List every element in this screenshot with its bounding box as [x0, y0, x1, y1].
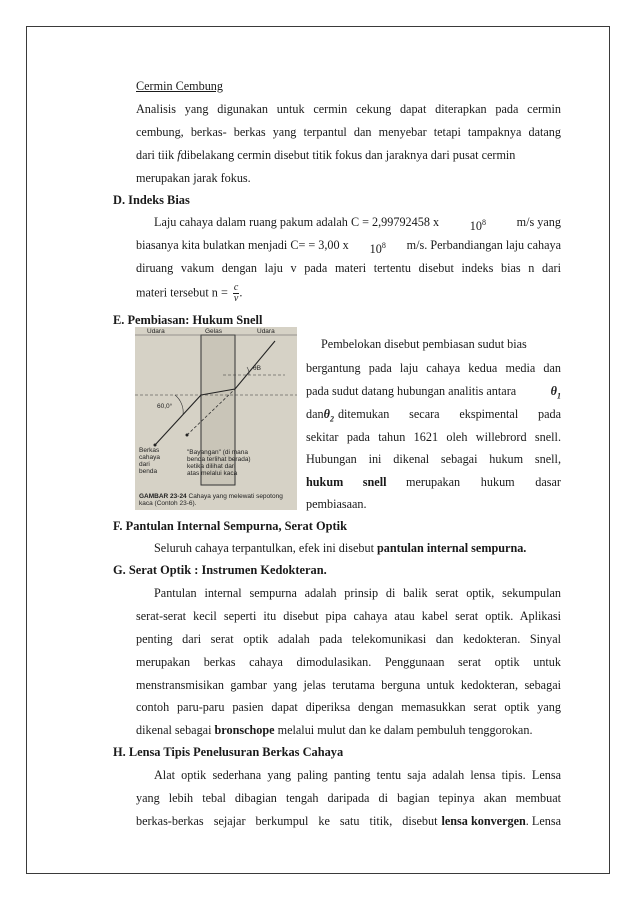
bayangan-label-1: "Bayangan" (di mana [187, 449, 248, 456]
figure-caption-number: GAMBAR 23-24 [139, 493, 187, 500]
theta-2-sub: 2 [329, 414, 334, 424]
section-g-bold: bronschope [214, 723, 275, 737]
section-e-line-7 [306, 475, 561, 490]
theta-1-sub: 1 [557, 391, 561, 401]
intro-line-3-prefix: dari tiik [136, 148, 175, 162]
section-h-line-1: Alat optik sederhana yang paling panting tentu saja adalah lensa tipis. Lensa [154, 768, 561, 782]
section-e-line-3-text: pada sudut datang hubungan analitis antara [306, 384, 517, 398]
section-g-line-1: Pantulan internal sempurna adalah prinsip di balik serat optik, sekumpulan [154, 586, 561, 600]
figure-caption-text: Cahaya yang melewati sepotong kaca (Contoh 23-6). [139, 493, 283, 507]
section-f-bold: pantulan internal sempurna. [377, 541, 527, 555]
power-base: 10 [369, 242, 382, 257]
berkas-label-1: Berkas [139, 447, 160, 454]
theta-label: θB [253, 365, 261, 372]
section-e-line-6: Hubungan ini dikenal sebagai hukum snell, [306, 452, 561, 466]
section-d-line-1a: Laju cahaya dalam ruang pakum adalah C = 2,99792458 x [154, 215, 440, 229]
power-exponent: 8 [481, 218, 486, 227]
label-udara-left: Udara [147, 328, 165, 335]
bayangan-label-3: ketika dilihat dari [187, 463, 236, 470]
section-g-line-6: contoh paru-paru pasien dapat diperiksa dengan memasukkan serat optik yang [136, 700, 561, 714]
section-e-line-1 [321, 337, 561, 352]
figure-caption [139, 493, 295, 507]
section-e-heading: E. Pembiasan: Hukum Snell [113, 313, 263, 327]
theta-1: θ [550, 384, 557, 398]
bold-snell: snell [362, 475, 387, 489]
intro-line-1: Analisis yang digunakan untuk cermin cekung dapat diterapkan pada cermin [136, 102, 561, 116]
section-h-line-3a: berkas-berkas sejajar berkumpul ke satu titik, disebut [136, 814, 438, 828]
section-h-line-3 [136, 814, 561, 829]
cermin-cembung-title: Cermin Cembung [136, 79, 223, 93]
section-g-line-7a: dikenal sebagai [136, 723, 212, 737]
section-f-line-1a: Seluruh cahaya terpantulkan, efek ini disebut [154, 541, 374, 555]
section-d-line-2a: biasanya kita bulatkan menjadi C= = 3,00 x [136, 238, 349, 252]
section-d-line-2 [136, 238, 561, 257]
section-d-line-4b: . [239, 285, 243, 300]
section-d-line-2b: m/s. Perbandiangan laju cahaya [406, 238, 561, 252]
theta-1-symbol [551, 384, 561, 403]
section-h-line-3b: . Lensa [525, 814, 561, 828]
bold-hukum: hukum [306, 475, 344, 489]
berkas-label-3: dari [139, 461, 150, 468]
section-d-line-3: diruang vakum dengan laju v pada materi tertentu disebut indeks bias n dari [136, 261, 561, 275]
refraction-figure [135, 327, 297, 510]
section-h-bold: lensa konvergen [441, 814, 526, 828]
section-g-line-7 [136, 723, 533, 738]
section-e-line-1-text: Pembelokan disebut pembiasan sudut bias [321, 337, 527, 351]
fraction-denominator: v [233, 293, 239, 304]
section-d-power-2 [370, 238, 386, 257]
power-exponent: 8 [381, 241, 386, 250]
section-h-heading: H. Lensa Tipis Penelusuran Berkas Cahaya [113, 745, 344, 759]
section-d-heading: D. Indeks Bias [113, 193, 190, 207]
section-e-line-4-text: ditemukan secara ekspimental pada [337, 407, 561, 421]
section-g-line-7b: melalui mulut dan ke dalam pembuluh tenggorokan. [277, 723, 533, 737]
section-f-line-1 [154, 541, 526, 556]
intro-line-2: cembung, berkas- berkas yang terpantul dan menyebar tetapi tampaknya datang [136, 125, 561, 139]
section-d-line-4 [136, 283, 242, 304]
angle-label: 60,0° [157, 403, 173, 410]
section-d-power-1 [470, 215, 486, 234]
section-e-line-3 [306, 384, 561, 403]
refraction-diagram [135, 327, 297, 510]
section-g-line-5: menstransmisikan gambar yang jelas terutama berguna untuk kedokteran, sebagai [136, 678, 561, 692]
section-e-line-2: bergantung pada laju cahaya kedua media dan [306, 361, 561, 375]
section-g-line-2: serat-serat kecil seperti itu disebut pipa cahaya atau kabel serat optik. Aplikasi [136, 609, 561, 623]
bayangan-label-4: atas melalui kaca [187, 470, 238, 477]
section-e-line-4 [306, 407, 561, 426]
section-g-line-4: merupakan berkas cahaya dimodulasikan. Penggunaan serat optik untuk [136, 655, 561, 669]
berkas-label-4: benda [139, 468, 158, 475]
intro-line-3-text: dibelakang cermin disebut titik fokus dan jaraknya dari pusat cermin [180, 148, 516, 162]
section-e-line-7-text: merupakan hukum dasar [406, 475, 561, 489]
section-g-line-3: penting dari serat optik adalah pada telekomunikasi dan kedokteran. Sinyal [136, 632, 561, 646]
berkas-label-2: cahaya [139, 454, 160, 461]
intro-line-4: merupakan jarak fokus. [136, 171, 251, 185]
section-d-line-1 [154, 215, 561, 234]
intro-line-3 [136, 148, 561, 163]
power-base: 10 [469, 219, 482, 234]
section-f-heading: F. Pantulan Internal Sempurna, Serat Optik [113, 519, 347, 533]
focus-symbol: f [177, 148, 181, 162]
label-udara-right: Udara [257, 328, 275, 335]
section-d-line-4a: materi tersebut n = [136, 285, 228, 300]
theta-2: θ [323, 407, 330, 421]
theta-2-symbol [324, 407, 334, 426]
bayangan-label-2: benda terlihat berada) [187, 456, 251, 463]
section-e-line-5: sekitar pada tahun 1621 oleh willebrord snell. [306, 430, 561, 444]
label-gelas: Gelas [205, 328, 222, 335]
section-e-line-8: pembiasaan. [306, 497, 367, 511]
fraction-numerator: c [233, 282, 239, 293]
section-h-line-2: yang lebih tebal dibagian tengah daripada di bagian tepinya akan membuat [136, 791, 561, 805]
section-d-line-1b: m/s yang [516, 215, 561, 229]
section-g-heading: G. Serat Optik : Instrumen Kedokteran. [113, 563, 327, 577]
section-e-dan: dan [306, 407, 324, 421]
